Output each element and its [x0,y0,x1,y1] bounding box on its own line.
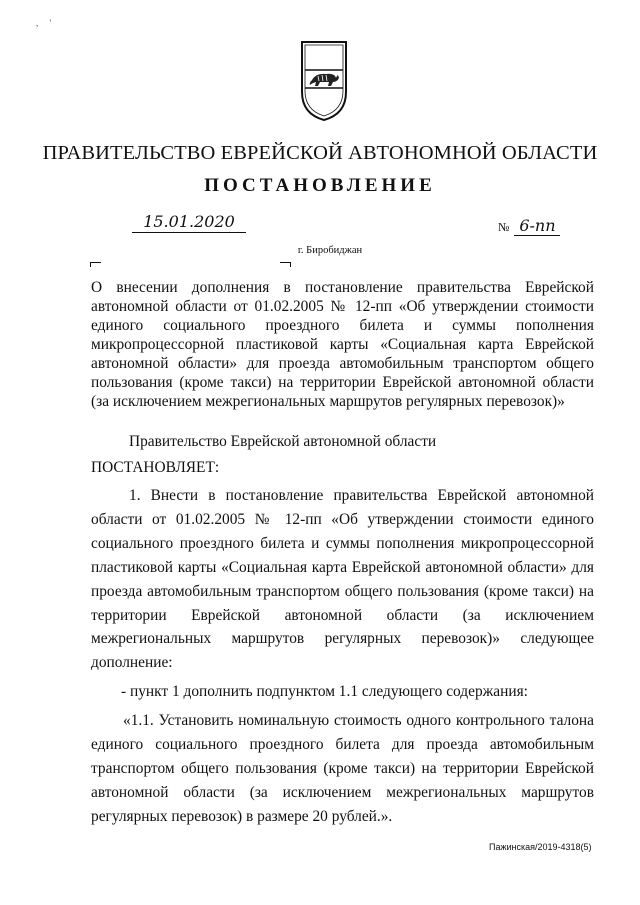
footer-reference: Пажинская/2019-4318(5) [489,842,592,852]
preamble-decree: ПОСТАНОВЛЯЕТ: [91,459,220,476]
paragraph-quote: «1.1. Установить номинальную стоимость одного контрольного талона единого социального проездного билета для проезда автомобильным транспортом общего пользования (кроме такси) на территории Еврейской автономной области (за исключением межрегиональных маршрутов регулярных перевозок) в размере 20 рублей.». [91,712,594,825]
subject-corner-right [280,262,291,267]
paragraph-item-1: 1. Внести в постановление правительства Еврейской автономной области от 01.02.2005 № 12-пп «Об утверждении стоимости единого социального проездного билета и суммы пополнения микропроцессорной пластиковой карты «Социальная карта Еврейской автономной области» для проезда автомобильным транспортом общего пользования (кроме такси) на территории Еврейской автономной области (за исключением межрегиональных маршрутов регулярных перевозок)» следующее дополнение: [91,487,594,672]
subject-corner-left [90,262,101,267]
coat-of-arms-tiger-icon [300,40,348,122]
city: г. Биробиджан [297,245,363,256]
organization-title: ПРАВИТЕЛЬСТВО ЕВРЕЙСКОЙ АВТОНОМНОЙ ОБЛАСТИ [42,142,598,164]
document-date: 15.01.2020 [132,212,246,233]
document-number: 6-пп [514,216,560,236]
number-label: № [498,220,510,234]
document-subject: О внесении дополнения в постановление правительства Еврейской автономной области от 01.02.2005 № 12-пп «Об утверждении стоимости единого социального проездного билета и суммы пополнения микропроцессорной пластиковой карты «Социальная карта Еврейской автономной области» для проезда автомобильным транспортом общего пользования (кроме такси) на территории Еврейской автономной области (за исключением межрегиональных маршрутов регулярных перевозок)» [91,279,594,410]
scan-artifact: , ' [36,18,52,28]
document-type: ПОСТАНОВЛЕНИЕ [204,175,436,196]
document-body [91,484,594,829]
paragraph-sub-item: - пункт 1 дополнить подпунктом 1.1 следующего содержания: [121,683,528,701]
preamble-government: Правительство Еврейской автономной области [129,433,437,450]
document-number-block [498,216,560,236]
